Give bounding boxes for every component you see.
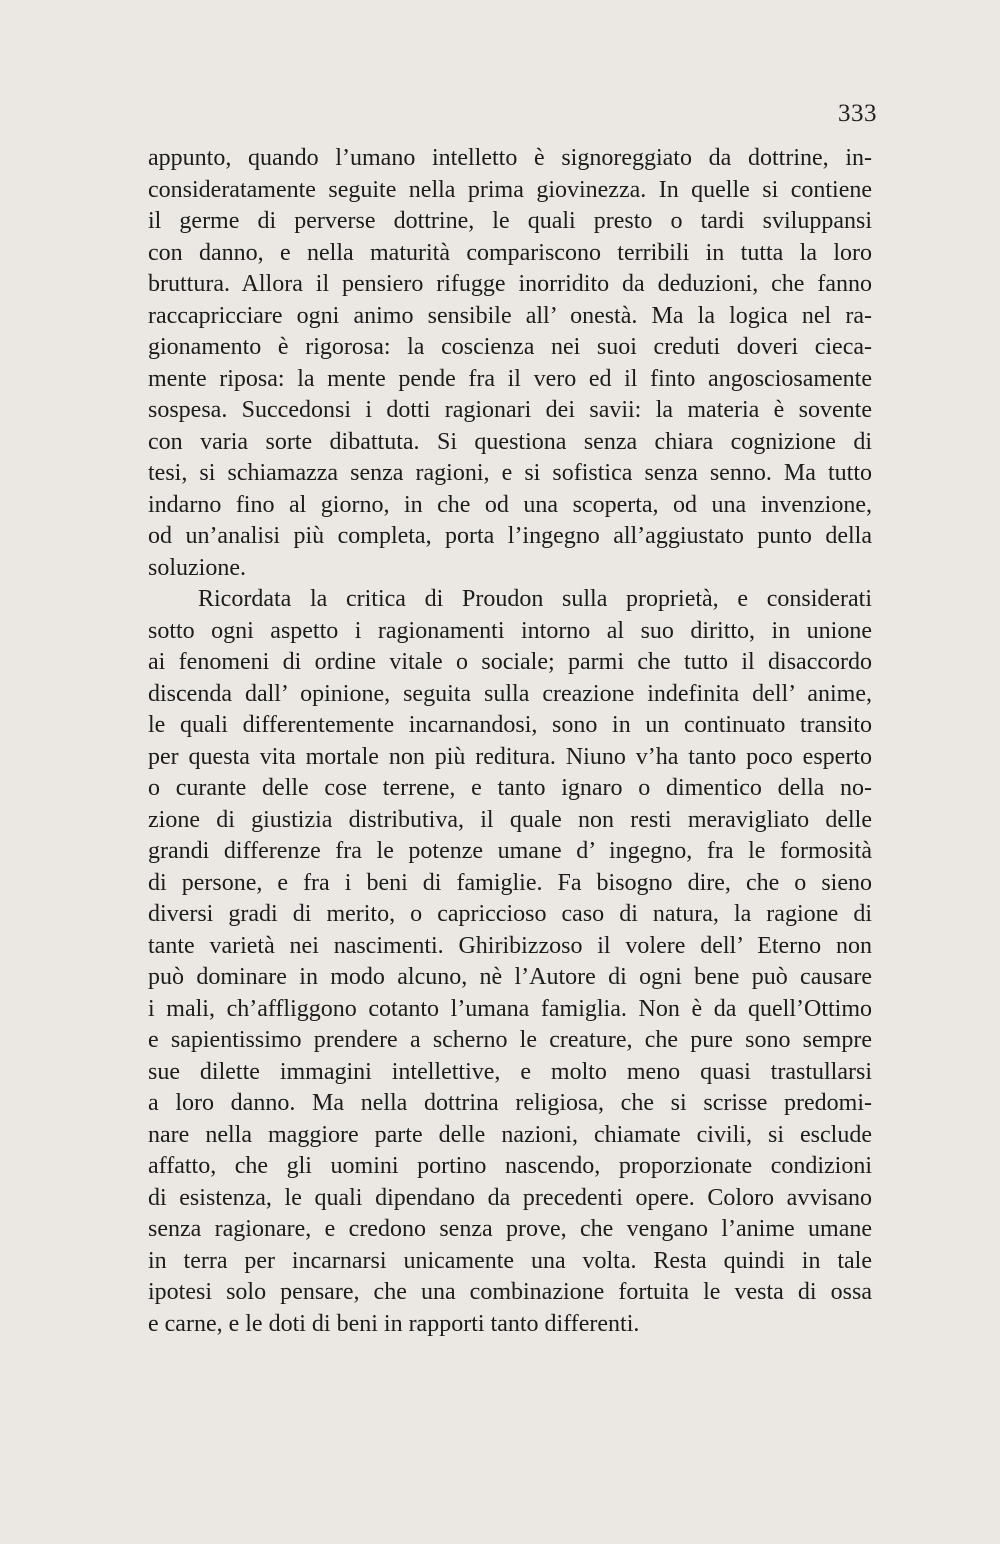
text-line: zione di giustizia distributiva, il quale non resti meravigliato delle	[148, 806, 872, 833]
text-line: di persone, e fra i beni di famiglie. Fa bisogno dire, che o sieno	[148, 869, 872, 896]
text-line: gionamento è rigorosa: la coscienza nei suoi creduti doveri cieca-	[148, 334, 872, 360]
paragraph-1	[148, 143, 872, 584]
text-line: le quali differentemente incarnandosi, sono in un continuato transito	[148, 712, 872, 738]
text-line: discenda dall’ opinione, seguita sulla creazione indefinita dell’ anime,	[148, 680, 872, 707]
text-line: il germe di perverse dottrine, le quali presto o tardi sviluppansi	[148, 208, 872, 234]
text-line: od un’analisi più completa, porta l’ingegno all’aggiustato punto della	[148, 523, 872, 549]
text-line: nare nella maggiore parte delle nazioni, chiamate civili, si esclude	[148, 1121, 872, 1148]
text-line: raccapricciare ogni animo sensibile all’ onestà. Ma la logica nel ra-	[148, 302, 872, 329]
text-line: affatto, che gli uomini portino nascendo, proporzionate condizioni	[148, 1153, 872, 1179]
text-line: soluzione.	[148, 554, 246, 581]
text-line: Ricordata la critica di Proudon sulla proprietà, e considerati	[198, 586, 872, 612]
text-line: o curante delle cose terrene, e tanto ignaro o dimentico della no-	[148, 775, 872, 801]
text-line: ai fenomeni di ordine vitale o sociale; parmi che tutto il disaccordo	[148, 649, 872, 675]
text-line: sue dilette immagini intellettive, e molto meno quasi trastullarsi	[148, 1058, 872, 1085]
text-line: senza ragionare, e credono senza prove, che vengano l’anime umane	[148, 1216, 872, 1242]
text-line: sotto ogni aspetto i ragionamenti intorno al suo diritto, in unione	[148, 617, 872, 644]
text-line: diversi gradi di merito, o capriccioso caso di natura, la ragione di	[148, 901, 872, 927]
text-line: e sapientissimo prendere a scherno le creature, che pure sono sempre	[148, 1027, 872, 1053]
text-line: con danno, e nella maturità compariscono terribili in tutta la loro	[148, 239, 872, 266]
text-line: e carne, e le doti di beni in rapporti tanto differenti.	[148, 1310, 640, 1337]
text-line: mente riposa: la mente pende fra il vero ed il finto angosciosamente	[148, 365, 872, 392]
text-line: ipotesi solo pensare, che una combinazione fortuita le vesta di ossa	[148, 1279, 872, 1305]
text-line: tante varietà nei nascimenti. Ghiribizzoso il volere dell’ Eterno non	[148, 932, 872, 959]
text-line: di esistenza, le quali dipendano da precedenti opere. Coloro avvisano	[148, 1184, 872, 1211]
text-line: tesi, si schiamazza senza ragioni, e si sofistica senza senno. Ma tutto	[148, 460, 872, 486]
text-line: a loro danno. Ma nella dottrina religiosa, che si scrisse predomi-	[148, 1090, 872, 1116]
text-line: consideratamente seguite nella prima giovinezza. In quelle si contiene	[148, 176, 872, 203]
text-line: per questa vita mortale non più reditura. Niuno v’ha tanto poco esperto	[148, 743, 872, 770]
text-line: sospesa. Succedonsi i dotti ragionari dei savii: la materia è sovente	[148, 397, 872, 423]
body-text	[148, 143, 872, 1340]
text-line: i mali, ch’affliggono cotanto l’umana famiglia. Non è da quell’Ottimo	[148, 995, 872, 1022]
text-line: bruttura. Allora il pensiero rifugge inorridito da deduzioni, che fanno	[148, 271, 872, 297]
text-line: appunto, quando l’umano intelletto è signoreggiato da dottrine, in-	[148, 145, 872, 171]
page-number: 333	[838, 100, 877, 127]
text-line: con varia sorte dibattuta. Si questiona senza chiara cognizione di	[148, 428, 872, 455]
paragraph-2	[148, 584, 872, 1340]
text-line: in terra per incarnarsi unicamente una volta. Resta quindi in tale	[148, 1247, 872, 1274]
text-line: può dominare in modo alcuno, nè l’Autore di ogni bene può causare	[148, 964, 872, 990]
text-line: indarno fino al giorno, in che od una scoperta, od una invenzione,	[148, 491, 872, 518]
text-line: grandi differenze fra le potenze umane d’ ingegno, fra le formosità	[148, 838, 872, 864]
